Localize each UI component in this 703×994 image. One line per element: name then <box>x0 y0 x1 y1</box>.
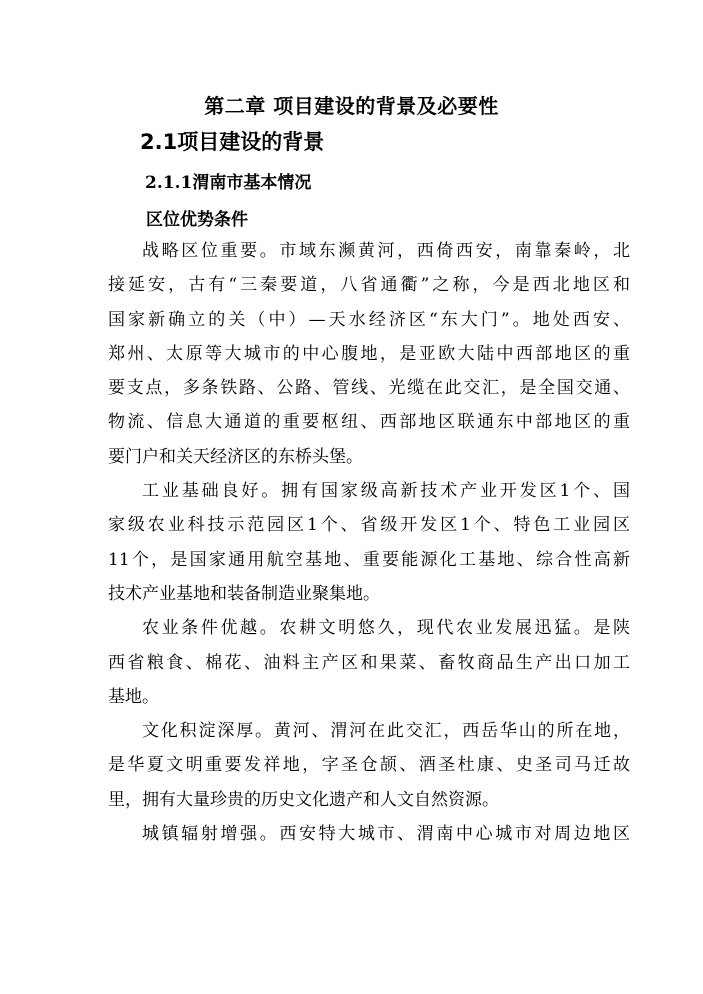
text-line: 国家新确立的关（中）—天水经济区“东大门”。地处西安、 <box>108 309 630 330</box>
section-title: 2.1项目建设的背景 <box>140 130 325 154</box>
text-line: 西省粮食、棉花、油料主产区和果菜、畜牧商品生产出口加工 <box>108 652 630 673</box>
text-line: 工业基础良好。拥有国家级高新技术产业开发区1个、国 <box>142 481 630 502</box>
text-line: 11个，是国家通用航空基地、重要能源化工基地、综合性高新 <box>108 549 630 570</box>
paragraph <box>108 234 630 474</box>
text-line: 是华夏文明重要发祥地，字圣仓颉、酒圣杜康、史圣司马迁故 <box>108 755 630 776</box>
text-line: 物流、信息大通道的重要枢纽、西部地区联通东中部地区的重 <box>108 412 630 433</box>
text-line: 接延安，古有“三秦要道，八省通衢”之称，今是西北地区和 <box>108 275 630 296</box>
paragraph <box>108 714 630 817</box>
text-line: 农业条件优越。农耕文明悠久，现代农业发展迅猛。是陕 <box>142 618 630 639</box>
text-line: 技术产业基地和装备制造业聚集地。 <box>108 583 380 604</box>
text-line: 要门户和关天经济区的东桥头堡。 <box>108 446 363 467</box>
paragraph <box>108 474 630 611</box>
paragraph <box>108 611 630 714</box>
text-line: 要支点，多条铁路、公路、管线、光缆在此交汇，是全国交通、 <box>108 378 630 399</box>
chapter-title: 第二章 项目建设的背景及必要性 <box>204 94 499 118</box>
text-line: 战略区位重要。市域东濒黄河，西倚西安，南靠秦岭，北 <box>142 241 630 261</box>
text-line: 家级农业科技示范园区1个、省级开发区1个、特色工业园区 <box>108 515 630 536</box>
subsection-title: 2.1.1渭南市基本情况 <box>145 173 312 193</box>
topic-heading: 区位优势条件 <box>146 210 248 230</box>
body-text <box>108 234 630 851</box>
text-line: 文化积淀深厚。黄河、渭河在此交汇，西岳华山的所在地， <box>142 721 630 742</box>
paragraph <box>108 817 630 851</box>
text-line: 城镇辐射增强。西安特大城市、渭南中心城市对周边地区 <box>142 824 630 845</box>
text-line: 基地。 <box>108 686 159 707</box>
text-line: 里，拥有大量珍贵的历史文化遗产和人文自然资源。 <box>108 789 499 810</box>
text-line: 郑州、太原等大城市的中心腹地，是亚欧大陆中西部地区的重 <box>108 343 630 364</box>
